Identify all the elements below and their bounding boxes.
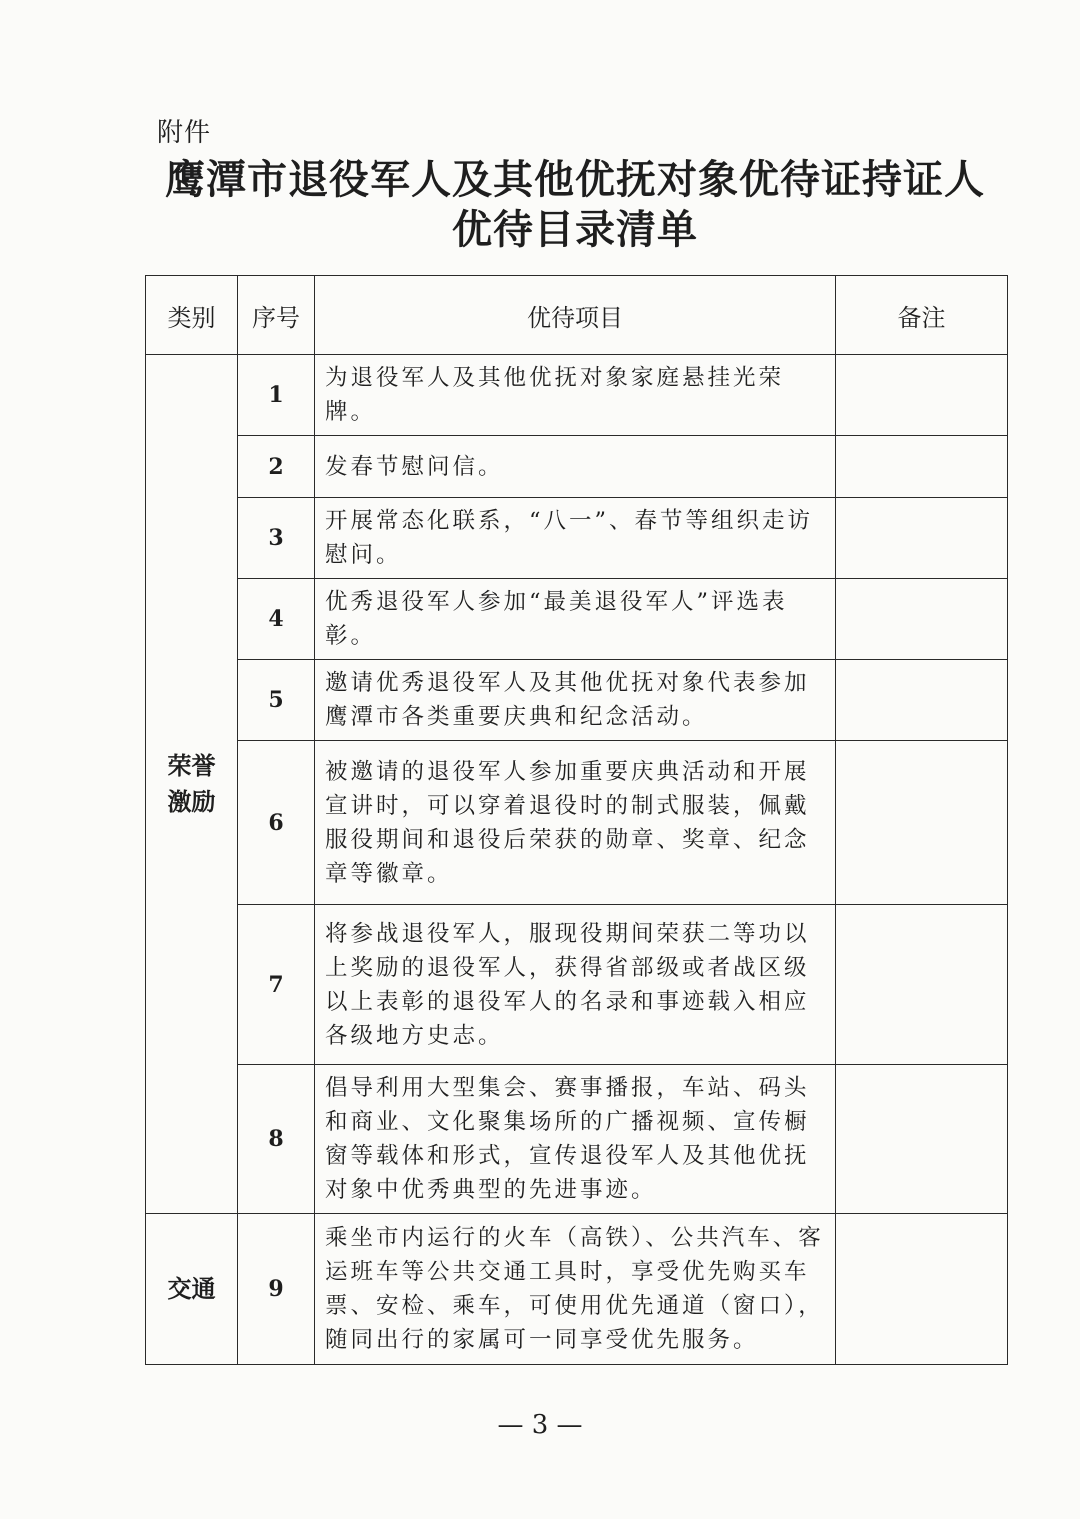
table-row	[146, 579, 1008, 660]
table-row	[146, 660, 1008, 741]
table-row	[146, 1214, 1008, 1365]
benefits-table	[145, 275, 1008, 1365]
row-note	[836, 905, 1008, 1065]
column-header-number: 序号	[238, 276, 315, 355]
column-header-item: 优待项目	[315, 276, 836, 355]
benefit-item: 倡导利用大型集会、赛事播报，车站、码头和商业、文化聚集场所的广播视频、宣传橱窗等载体和形式，宣传退役军人及其他优抚对象中优秀典型的先进事迹。	[315, 1065, 836, 1214]
row-note	[836, 579, 1008, 660]
benefit-item: 将参战退役军人，服现役期间荣获二等功以上奖励的退役军人，获得省部级或者战区级以上表彰的退役军人的名录和事迹载入相应各级地方史志。	[315, 905, 836, 1065]
row-note	[836, 1065, 1008, 1214]
benefit-item: 发春节慰问信。	[315, 436, 836, 498]
row-number: 4	[238, 579, 315, 660]
attachment-label: 附件	[157, 118, 212, 148]
benefit-item: 被邀请的退役军人参加重要庆典活动和开展宣讲时，可以穿着退役时的制式服装，佩戴服役期间和退役后荣获的勋章、奖章、纪念章等徽章。	[315, 741, 836, 905]
category-label-line: 交通	[167, 1275, 216, 1303]
row-number: 6	[238, 741, 315, 905]
row-note	[836, 355, 1008, 436]
benefit-item: 乘坐市内运行的火车（高铁）、公共汽车、客运班车等公共交通工具时，享受优先购买车票、安检、乘车，可使用优先通道（窗口），随同出行的家属可一同享受优先服务。	[315, 1214, 836, 1365]
table-row	[146, 498, 1008, 579]
row-note	[836, 741, 1008, 905]
row-number: 3	[238, 498, 315, 579]
benefit-item: 邀请优秀退役军人及其他优抚对象代表参加鹰潭市各类重要庆典和纪念活动。	[315, 660, 836, 741]
table-row	[146, 355, 1008, 436]
document-title-line-2: 优待目录清单	[452, 206, 698, 253]
category-transport	[146, 1214, 238, 1365]
row-number: 7	[238, 905, 315, 1065]
table-row	[146, 741, 1008, 905]
category-label-line: 荣誉	[167, 752, 216, 780]
row-number: 2	[238, 436, 315, 498]
page-number: — 3 —	[497, 1410, 583, 1440]
row-note	[836, 1214, 1008, 1365]
benefit-item: 为退役军人及其他优抚对象家庭悬挂光荣牌。	[315, 355, 836, 436]
column-header-category: 类别	[146, 276, 238, 355]
row-number: 5	[238, 660, 315, 741]
benefit-item: 优秀退役军人参加“最美退役军人”评选表彰。	[315, 579, 836, 660]
table-row	[146, 1065, 1008, 1214]
row-number: 8	[238, 1065, 315, 1214]
benefit-item: 开展常态化联系，“八一”、春节等组织走访慰问。	[315, 498, 836, 579]
table-row	[146, 905, 1008, 1065]
column-header-note: 备注	[836, 276, 1008, 355]
row-note	[836, 498, 1008, 579]
row-number: 1	[238, 355, 315, 436]
row-note	[836, 660, 1008, 741]
category-honor-incentive	[146, 355, 238, 1214]
category-label-line: 激励	[167, 788, 216, 816]
table-header-row	[146, 276, 1008, 355]
table-row	[146, 436, 1008, 498]
row-note	[836, 436, 1008, 498]
document-title-line-1: 鹰潭市退役军人及其他优抚对象优待证持证人	[165, 156, 985, 203]
row-number: 9	[238, 1214, 315, 1365]
